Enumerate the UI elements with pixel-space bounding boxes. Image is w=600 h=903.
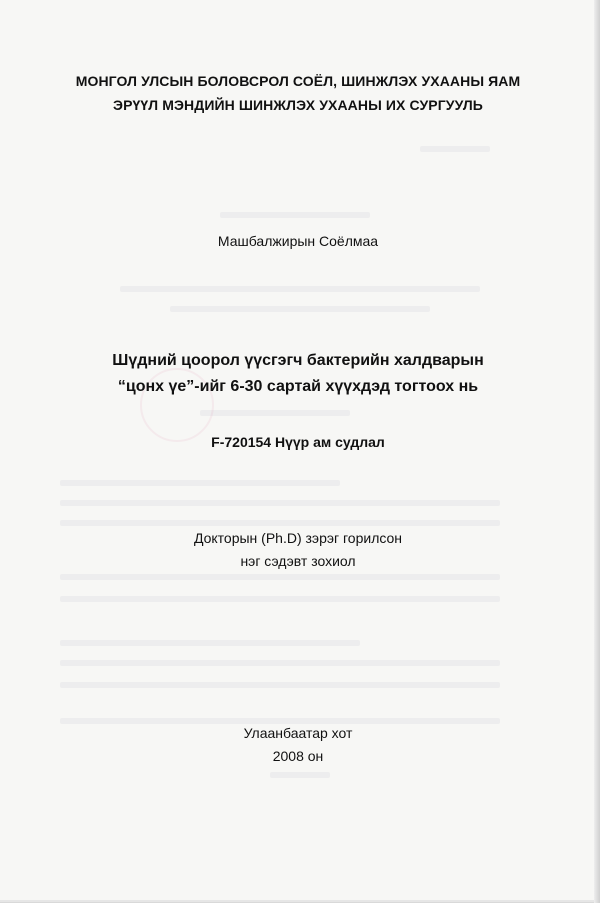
bleed-through-mark [220,212,370,218]
bleed-through-mark [270,772,330,778]
bleed-through-mark [60,682,500,688]
bleed-through-mark [120,286,480,292]
city: Улаанбаатар хот [243,725,353,741]
bleed-through-mark [60,574,500,580]
specialty-code: F-720154 Нүүр ам судлал [211,434,385,450]
bleed-through-mark [60,500,500,506]
bleed-through-mark [60,660,500,666]
bleed-through-mark [60,480,340,486]
bleed-through-mark [60,718,500,724]
dissertation-title-line-1: Шүдний цоорол үүсгэгч бактерийн халдварын [112,352,484,369]
bleed-through-mark [420,146,490,152]
degree-line-2: нэг сэдэвт зохиол [240,553,356,569]
ministry-heading: МОНГОЛ УЛСЫН БОЛОВСРОЛ СОЁЛ, ШИНЖЛЭХ УХААНЫ ЯАМ [75,73,521,89]
author-name: Машбалжирын Соёлмаа [217,233,379,249]
bleed-through-mark [60,596,500,602]
bleed-through-mark [200,410,350,416]
year: 2008 он [272,748,324,764]
scan-edge-shadow [594,0,600,903]
degree-line-1: Докторын (Ph.D) зэрэг горилсон [193,530,403,546]
university-heading: ЭРҮҮЛ МЭНДИЙН ШИНЖЛЭХ УХААНЫ ИХ СУРГУУЛЬ [113,97,483,113]
bleed-through-mark [170,306,430,312]
bleed-through-mark [60,640,360,646]
dissertation-title-line-2: “цонх үе”-ийг 6-30 сартай хүүхдэд тогтоох нь [117,378,479,395]
bleed-through-mark [60,520,500,526]
